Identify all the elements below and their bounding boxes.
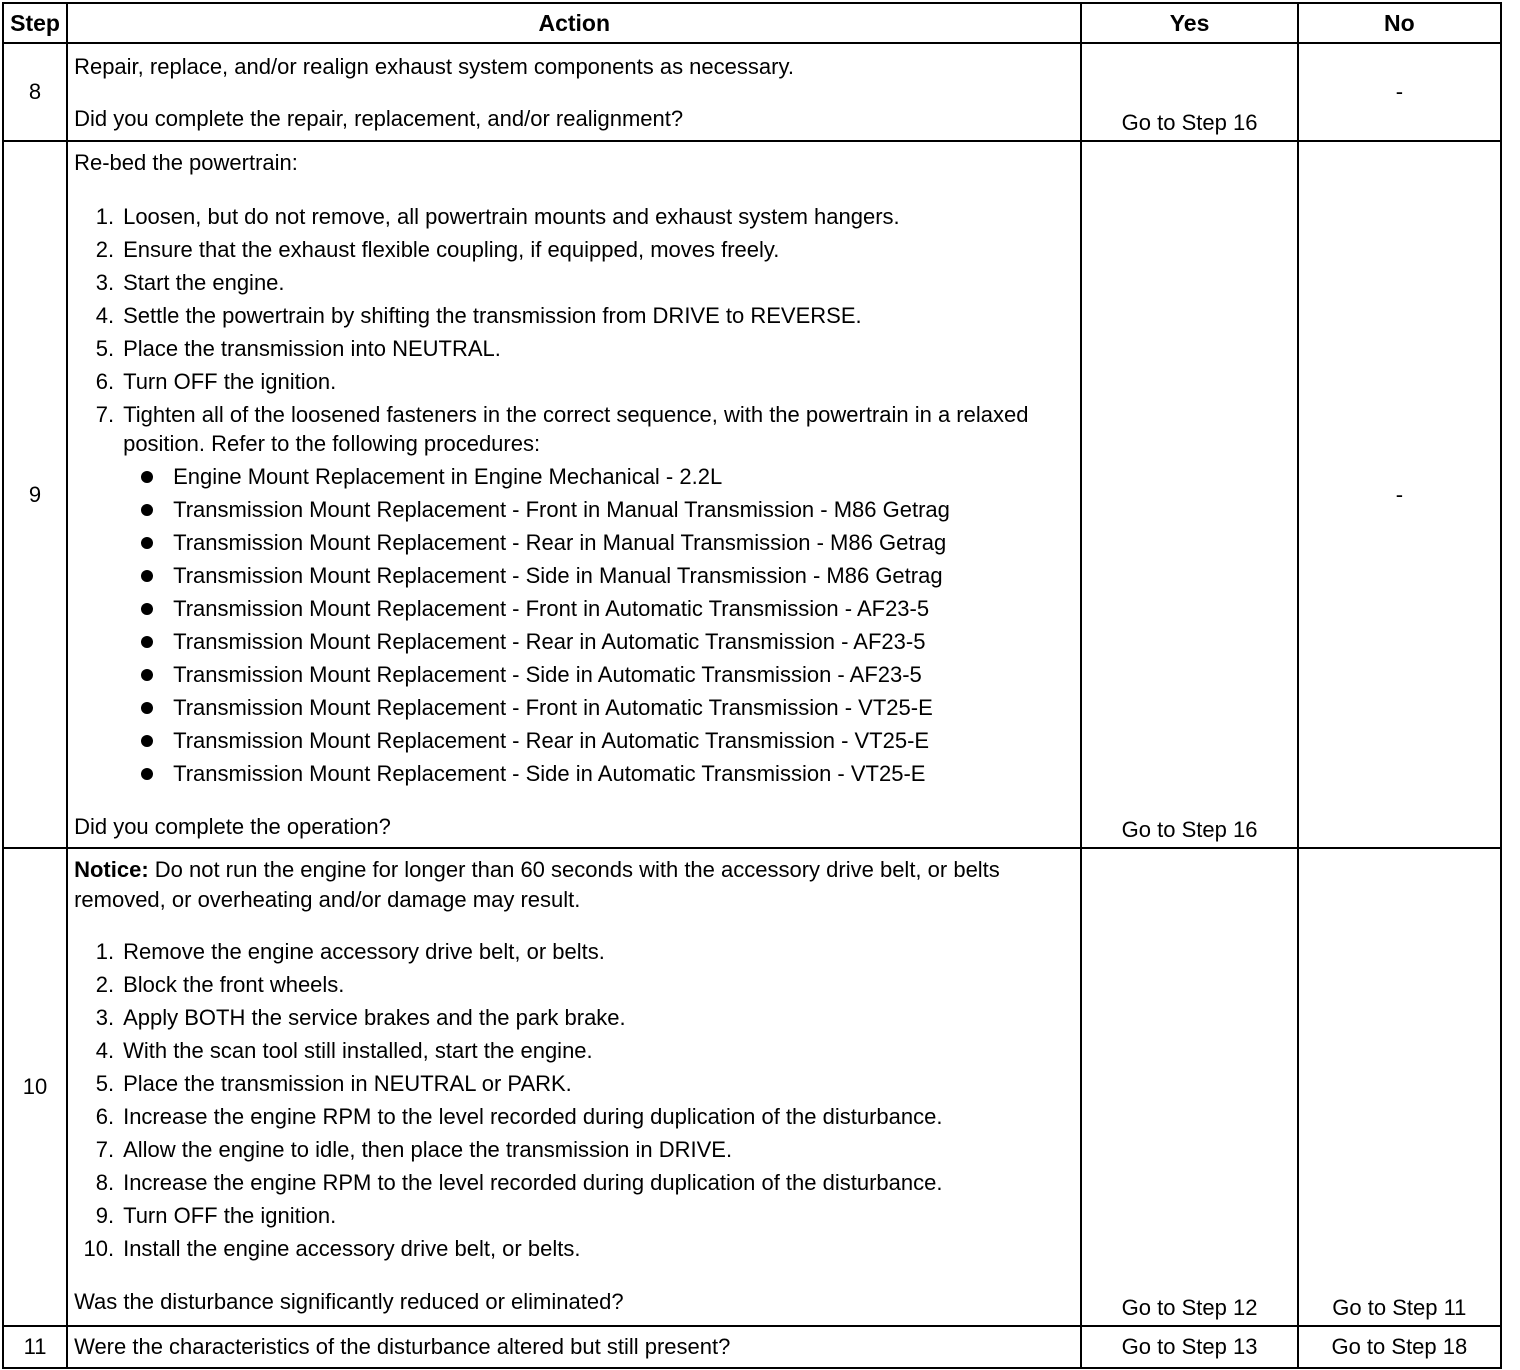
procedure-sublist bbox=[123, 460, 1074, 790]
bullet-icon bbox=[141, 570, 153, 582]
header-row bbox=[3, 3, 1501, 43]
action-question: Did you complete the operation? bbox=[74, 814, 391, 839]
step-number: 8 bbox=[3, 43, 67, 141]
action-cell bbox=[67, 141, 1081, 848]
sublist-item[interactable]: Transmission Mount Replacement - Front in Manual Transmission - M86 Getrag bbox=[123, 493, 1074, 526]
no-link[interactable]: Go to Step 18 bbox=[1331, 1334, 1468, 1359]
action-question: Were the characteristics of the disturbance altered but still present? bbox=[74, 1334, 731, 1359]
bullet-icon bbox=[141, 636, 153, 648]
list-item: 8. Increase the engine RPM to the level recorded during duplication of the disturbance. bbox=[95, 1170, 943, 1195]
sublist-item[interactable]: Transmission Mount Replacement - Front in Automatic Transmission - AF23-5 bbox=[123, 592, 1074, 625]
sublist-item[interactable]: Transmission Mount Replacement - Side in Manual Transmission - M86 Getrag bbox=[123, 559, 1074, 592]
step-number: 9 bbox=[3, 141, 67, 848]
sublist-item[interactable]: Transmission Mount Replacement - Rear in Manual Transmission - M86 Getrag bbox=[123, 526, 1074, 559]
no-cell: - bbox=[1298, 141, 1501, 848]
sublist-item[interactable]: Transmission Mount Replacement - Side in Automatic Transmission - VT25-E bbox=[123, 757, 1074, 790]
yes-link[interactable]: Go to Step 12 bbox=[1121, 1295, 1258, 1320]
bullet-icon bbox=[141, 669, 153, 681]
list-item: 5. Place the transmission into NEUTRAL. bbox=[95, 336, 501, 361]
sublist-item[interactable]: Transmission Mount Replacement - Side in Automatic Transmission - AF23-5 bbox=[123, 658, 1074, 691]
notice-label: Notice: bbox=[74, 857, 149, 882]
action-cell bbox=[67, 1326, 1081, 1368]
action-intro: Repair, replace, and/or realign exhaust system components as necessary. bbox=[74, 54, 794, 79]
table-row bbox=[3, 1326, 1501, 1368]
action-question: Was the disturbance significantly reduced or eliminated? bbox=[74, 1289, 624, 1314]
yes-cell bbox=[1081, 43, 1297, 141]
bullet-icon bbox=[141, 537, 153, 549]
list-item: 7. Tighten all of the loosened fasteners in the correct sequence, with the powertrain in a relaxed position. Refer to the following procedures: Engine Mount Replacement in Engine Mechanical - 2.2L Transmission Mount Replacement - Front in Manual Transmission - M86 Getrag Transmission Mount Replacement - Rear in Manual Transmission - M86 Getrag Transmission Mount Replacement - Side in Manual Transmission - M86 Getrag Transmission Mount Replacement - Front in Automatic Transmission - AF23-5 Transmission Mount Replacement - Rear in Automatic Transmission - AF23-5 Transmission Mount Replacement - Side in Automatic Transmission - AF23-5 Transmission Mount Replacement - Front in Automatic Transmission - VT25-E Transmission Mount Replacement - Rear in Automatic Transmission - VT25-E Transmission Mount Replacement - Side in Automatic Transmission - VT25-E bbox=[74, 398, 1074, 790]
list-item: 3. Apply BOTH the service brakes and the park brake. bbox=[95, 1005, 626, 1030]
yes-cell bbox=[1081, 1326, 1297, 1368]
header-no: No bbox=[1298, 3, 1501, 43]
sublist-item[interactable]: Transmission Mount Replacement - Rear in Automatic Transmission - VT25-E bbox=[123, 724, 1074, 757]
notice-text: Notice: Do not run the engine for longer than 60 seconds with the accessory drive belt, or belts removed, or overheating and/or damage may result. bbox=[74, 857, 1000, 912]
table-row bbox=[3, 141, 1501, 848]
action-question: Did you complete the repair, replacement, and/or realignment? bbox=[74, 106, 684, 131]
no-cell bbox=[1298, 1326, 1501, 1368]
step-number: 10 bbox=[3, 848, 67, 1326]
list-item: 6. Turn OFF the ignition. bbox=[95, 369, 337, 394]
header-step: Step bbox=[3, 3, 67, 43]
bullet-icon bbox=[141, 504, 153, 516]
yes-cell bbox=[1081, 141, 1297, 848]
step-number: 11 bbox=[3, 1326, 67, 1368]
bullet-icon bbox=[141, 603, 153, 615]
no-cell bbox=[1298, 848, 1501, 1326]
bullet-icon bbox=[141, 768, 153, 780]
sublist-item[interactable]: Transmission Mount Replacement - Front in Automatic Transmission - VT25-E bbox=[123, 691, 1074, 724]
list-item: 5. Place the transmission in NEUTRAL or PARK. bbox=[95, 1071, 572, 1096]
list-item: 2. Block the front wheels. bbox=[95, 972, 345, 997]
list-item: 6. Increase the engine RPM to the level recorded during duplication of the disturbance. bbox=[95, 1104, 943, 1129]
yes-link[interactable]: Go to Step 16 bbox=[1121, 817, 1258, 842]
list-item: 4. Settle the powertrain by shifting the transmission from DRIVE to REVERSE. bbox=[95, 303, 862, 328]
action-cell bbox=[67, 43, 1081, 141]
yes-link[interactable]: Go to Step 16 bbox=[1121, 110, 1258, 135]
diagnostic-table bbox=[2, 2, 1502, 1369]
bullet-icon bbox=[141, 735, 153, 747]
header-action: Action bbox=[67, 3, 1081, 43]
bullet-icon bbox=[141, 702, 153, 714]
no-link[interactable]: Go to Step 11 bbox=[1332, 1295, 1467, 1320]
procedure-list bbox=[74, 935, 1074, 1265]
sublist-item[interactable]: Transmission Mount Replacement - Rear in Automatic Transmission - AF23-5 bbox=[123, 625, 1074, 658]
list-item: 4. With the scan tool still installed, start the engine. bbox=[95, 1038, 593, 1063]
list-item: 1. Remove the engine accessory drive belt, or belts. bbox=[95, 939, 605, 964]
sublist-item[interactable]: Engine Mount Replacement in Engine Mechanical - 2.2L bbox=[123, 460, 1074, 493]
action-intro: Re-bed the powertrain: bbox=[74, 150, 298, 175]
list-item: 1. Loosen, but do not remove, all powertrain mounts and exhaust system hangers. bbox=[95, 204, 900, 229]
yes-cell bbox=[1081, 848, 1297, 1326]
no-cell: - bbox=[1298, 43, 1501, 141]
bullet-icon bbox=[141, 471, 153, 483]
action-cell bbox=[67, 848, 1081, 1326]
table-row bbox=[3, 848, 1501, 1326]
list-item: 2. Ensure that the exhaust flexible coupling, if equipped, moves freely. bbox=[95, 237, 780, 262]
yes-link[interactable]: Go to Step 13 bbox=[1121, 1334, 1258, 1359]
table-row bbox=[3, 43, 1501, 141]
list-item: 7. Allow the engine to idle, then place the transmission in DRIVE. bbox=[95, 1137, 733, 1162]
list-item: 3. Start the engine. bbox=[95, 270, 285, 295]
list-item: 9. Turn OFF the ignition. bbox=[95, 1203, 337, 1228]
list-item: 10. Install the engine accessory drive belt, or belts. bbox=[83, 1236, 581, 1261]
header-yes: Yes bbox=[1081, 3, 1297, 43]
procedure-list bbox=[74, 200, 1074, 790]
